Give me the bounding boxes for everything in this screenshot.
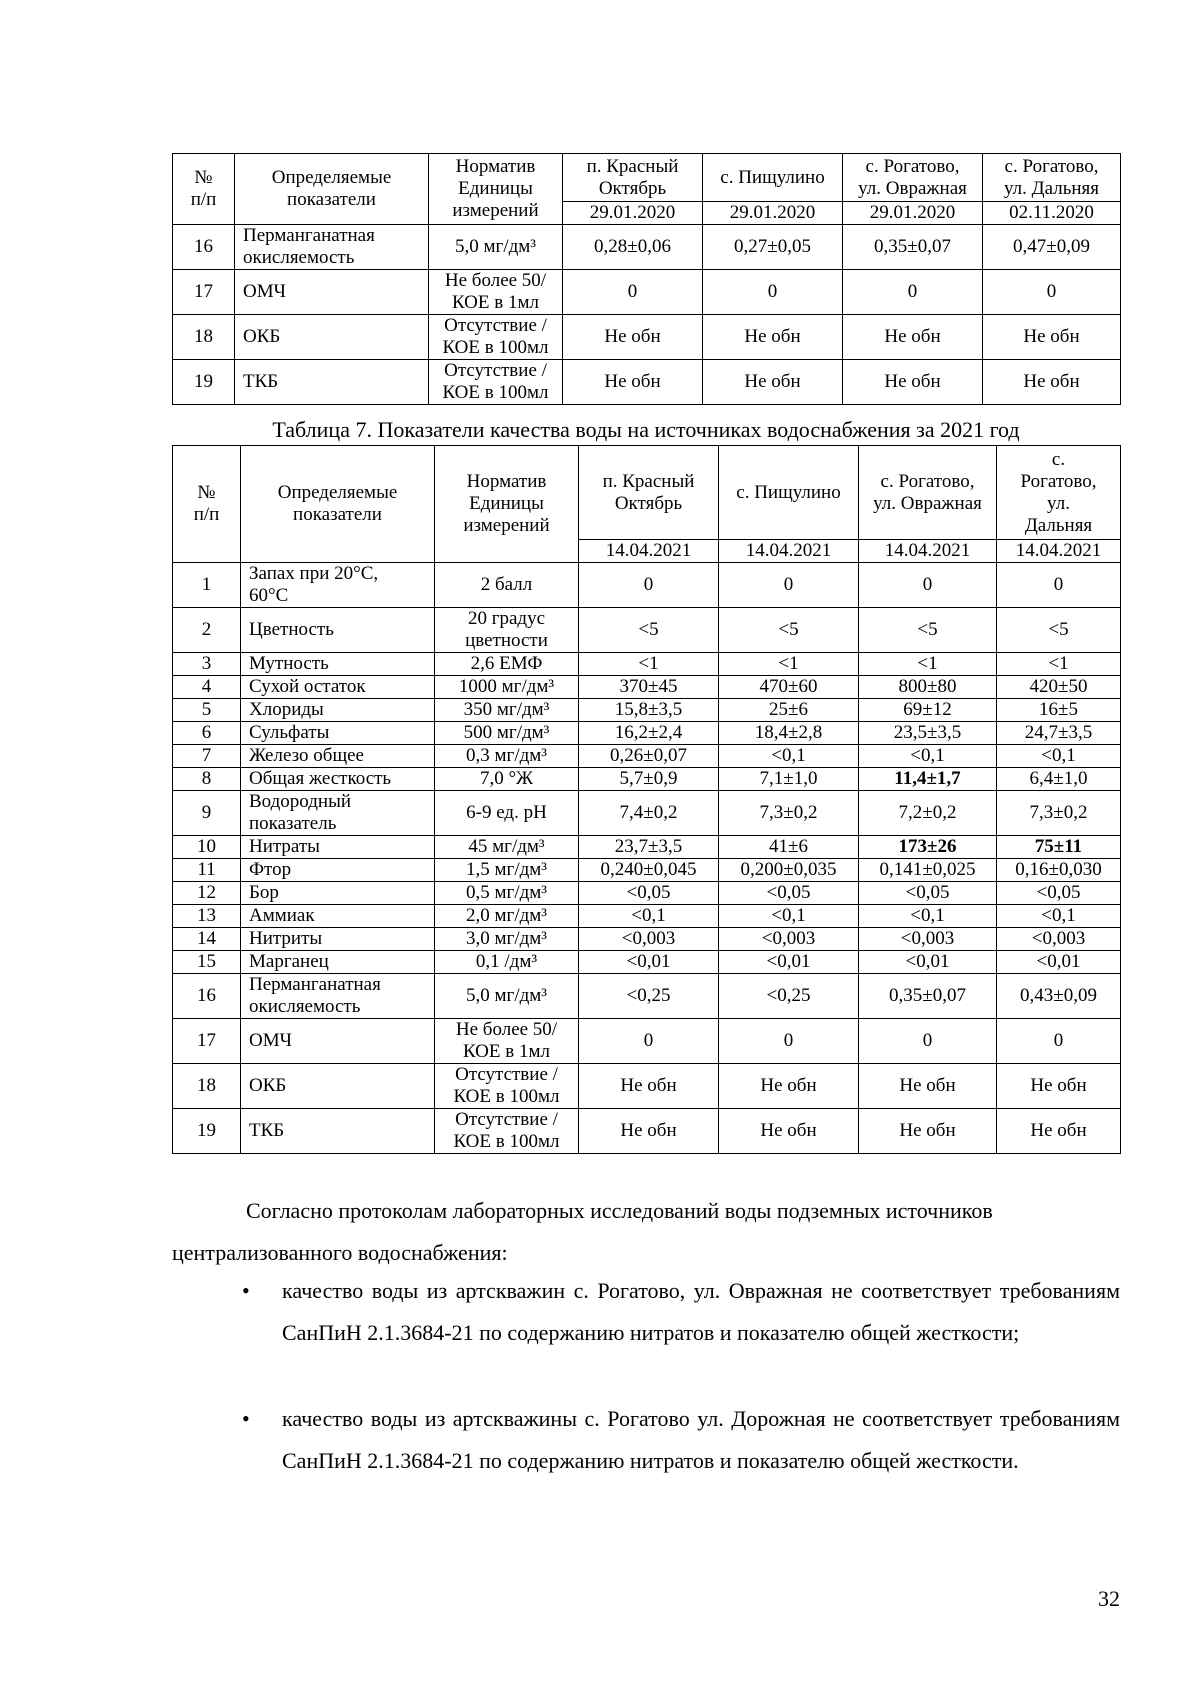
indicator-name: ТКБ — [241, 1109, 435, 1154]
measured-value: <1 — [859, 653, 997, 676]
measured-value: 0,35±0,07 — [843, 225, 983, 270]
measured-value: 24,7±3,5 — [997, 722, 1121, 745]
norm-value: 2,0 мг/дм³ — [435, 905, 579, 928]
header-date: 29.01.2020 — [703, 202, 843, 225]
header-indicator: Определяемые показатели — [235, 154, 429, 225]
norm-value: 6-9 ед. pH — [435, 791, 579, 836]
row-number: 19 — [173, 1109, 241, 1154]
measured-value: 16±5 — [997, 699, 1121, 722]
measured-value: Не обн — [997, 1064, 1121, 1109]
measured-value: 173±26 — [859, 836, 997, 859]
row-number: 15 — [173, 951, 241, 974]
measured-value: <0,05 — [719, 882, 859, 905]
paragraph-line: Согласно протоколам лабораторных исследований воды подземных источников — [246, 1198, 993, 1223]
measured-value: 75±11 — [997, 836, 1121, 859]
measured-value: 0 — [703, 270, 843, 315]
header-date: 14.04.2021 — [719, 540, 859, 563]
norm-value: Отсутствие / КОЕ в 100мл — [435, 1109, 579, 1154]
list-item — [242, 1270, 1120, 1354]
header-location: с. Рогатово, ул. Овражная — [843, 154, 983, 202]
measured-value: 15,8±3,5 — [579, 699, 719, 722]
measured-value: 0 — [997, 563, 1121, 608]
table-row — [173, 768, 1121, 791]
table-row — [173, 360, 1121, 405]
measured-value: 0,240±0,045 — [579, 859, 719, 882]
measured-value: Не обн — [843, 315, 983, 360]
table-caption: Таблица 7. Показатели качества воды на источниках водоснабжения за 2021 год — [272, 417, 1020, 442]
table-row — [173, 608, 1121, 653]
table-header-row — [173, 154, 1121, 202]
measured-value: 420±50 — [997, 676, 1121, 699]
measured-value: Не обн — [579, 1109, 719, 1154]
measured-value: 0,141±0,025 — [859, 859, 997, 882]
measured-value: 0,27±0,05 — [703, 225, 843, 270]
indicator-name: Аммиак — [241, 905, 435, 928]
indicator-name: Сухой остаток — [241, 676, 435, 699]
table-row — [173, 882, 1121, 905]
row-number: 10 — [173, 836, 241, 859]
row-number: 13 — [173, 905, 241, 928]
measured-value: <0,01 — [719, 951, 859, 974]
measured-value: Не обн — [843, 360, 983, 405]
measured-value: Не обн — [859, 1064, 997, 1109]
row-number: 5 — [173, 699, 241, 722]
header-num: № п/п — [173, 446, 241, 563]
table-row — [173, 1109, 1121, 1154]
header-location: с. Рогатово, ул. Дальняя — [983, 154, 1121, 202]
indicator-name: Общая жесткость — [241, 768, 435, 791]
measured-value: 25±6 — [719, 699, 859, 722]
measured-value: 6,4±1,0 — [997, 768, 1121, 791]
norm-value: 7,0 °Ж — [435, 768, 579, 791]
norm-value: 0,1 /дм³ — [435, 951, 579, 974]
norm-value: 20 градус цветности — [435, 608, 579, 653]
table-header-row — [173, 446, 1121, 540]
indicator-name: Мутность — [241, 653, 435, 676]
measured-value: Не обн — [983, 360, 1121, 405]
header-date: 29.01.2020 — [843, 202, 983, 225]
row-number: 12 — [173, 882, 241, 905]
header-indicator: Определяемые показатели — [241, 446, 435, 563]
table-row — [173, 791, 1121, 836]
measured-value: <0,1 — [997, 745, 1121, 768]
indicator-name: Сульфаты — [241, 722, 435, 745]
norm-value: 1000 мг/дм³ — [435, 676, 579, 699]
quality-table-2020 — [172, 153, 1121, 405]
measured-value: 0,200±0,035 — [719, 859, 859, 882]
measured-value: 0 — [843, 270, 983, 315]
measured-value: Не обн — [563, 315, 703, 360]
indicator-name: Хлориды — [241, 699, 435, 722]
measured-value: <0,003 — [719, 928, 859, 951]
measured-value: 0,16±0,030 — [997, 859, 1121, 882]
quality-table-2021 — [172, 445, 1121, 1154]
measured-value: 69±12 — [859, 699, 997, 722]
norm-value: 45 мг/дм³ — [435, 836, 579, 859]
norm-value: 500 мг/дм³ — [435, 722, 579, 745]
row-number: 3 — [173, 653, 241, 676]
indicator-name: Марганец — [241, 951, 435, 974]
norm-value: 3,0 мг/дм³ — [435, 928, 579, 951]
table-body — [173, 563, 1121, 1154]
measured-value: 0 — [719, 563, 859, 608]
table-row — [173, 653, 1121, 676]
header-date: 02.11.2020 — [983, 202, 1121, 225]
header-date: 14.04.2021 — [997, 540, 1121, 563]
measured-value: 16,2±2,4 — [579, 722, 719, 745]
measured-value: <0,25 — [579, 974, 719, 1019]
indicator-name: ОМЧ — [235, 270, 429, 315]
measured-value: 0 — [859, 563, 997, 608]
indicator-name: Нитриты — [241, 928, 435, 951]
table-row — [173, 722, 1121, 745]
bullet-text: качество воды из артскважин с. Рогатово, ул. Овражная не соответствует требованиям СанПиН 2.1.3684-21 по содержанию нитратов и показателю общей жесткости; — [282, 1278, 1120, 1345]
measured-value: 800±80 — [859, 676, 997, 699]
header-location: с. Рогатово, ул. Дальняя — [997, 446, 1121, 540]
norm-value: Отсутствие / КОЕ в 100мл — [429, 315, 563, 360]
row-number: 8 — [173, 768, 241, 791]
table-row — [173, 315, 1121, 360]
norm-value: Отсутствие / КОЕ в 100мл — [429, 360, 563, 405]
norm-value: 350 мг/дм³ — [435, 699, 579, 722]
measured-value: <0,1 — [859, 745, 997, 768]
measured-value: <0,01 — [859, 951, 997, 974]
measured-value: 0 — [997, 1019, 1121, 1064]
measured-value: <5 — [859, 608, 997, 653]
measured-value: Не обн — [719, 1109, 859, 1154]
norm-value: 2,6 ЕМФ — [435, 653, 579, 676]
measured-value: <0,05 — [997, 882, 1121, 905]
table-row — [173, 951, 1121, 974]
table-body — [173, 225, 1121, 405]
table-row — [173, 745, 1121, 768]
measured-value: 0,35±0,07 — [859, 974, 997, 1019]
header-norm: Норматив Единицы измерений — [429, 154, 563, 225]
row-number: 17 — [173, 1019, 241, 1064]
norm-value: 5,0 мг/дм³ — [435, 974, 579, 1019]
measured-value: <0,01 — [997, 951, 1121, 974]
norm-value: Не более 50/ КОЕ в 1мл — [435, 1019, 579, 1064]
header-location: с. Рогатово, ул. Овражная — [859, 446, 997, 540]
measured-value: 7,3±0,2 — [719, 791, 859, 836]
measured-value: 0,26±0,07 — [579, 745, 719, 768]
measured-value: Не обн — [563, 360, 703, 405]
measured-value: <5 — [579, 608, 719, 653]
norm-value: 5,0 мг/дм³ — [429, 225, 563, 270]
row-number: 14 — [173, 928, 241, 951]
header-location: п. Красный Октябрь — [579, 446, 719, 540]
table-row — [173, 563, 1121, 608]
measured-value: <1 — [579, 653, 719, 676]
measured-value: <1 — [719, 653, 859, 676]
table-row — [173, 225, 1121, 270]
header-location: с. Пищулино — [719, 446, 859, 540]
measured-value: 41±6 — [719, 836, 859, 859]
header-num: № п/п — [173, 154, 235, 225]
measured-value: 370±45 — [579, 676, 719, 699]
header-date: 14.04.2021 — [859, 540, 997, 563]
indicator-name: ОМЧ — [241, 1019, 435, 1064]
norm-value: Отсутствие / КОЕ в 100мл — [435, 1064, 579, 1109]
norm-value: 1,5 мг/дм³ — [435, 859, 579, 882]
row-number: 18 — [173, 1064, 241, 1109]
measured-value: 7,3±0,2 — [997, 791, 1121, 836]
norm-value: 0,3 мг/дм³ — [435, 745, 579, 768]
measured-value: <5 — [997, 608, 1121, 653]
measured-value: <0,1 — [579, 905, 719, 928]
measured-value: <0,003 — [579, 928, 719, 951]
indicator-name: Цветность — [241, 608, 435, 653]
measured-value: 7,2±0,2 — [859, 791, 997, 836]
measured-value: Не обн — [983, 315, 1121, 360]
bullet-text: качество воды из артскважины с. Рогатово ул. Дорожная не соответствует требованиям СанПиН 2.1.3684-21 по содержанию нитратов и показателю общей жесткости. — [282, 1406, 1120, 1473]
norm-value: 2 балл — [435, 563, 579, 608]
measured-value: 18,4±2,8 — [719, 722, 859, 745]
indicator-name: Перманганатная окисляемость — [235, 225, 429, 270]
measured-value: <0,1 — [719, 905, 859, 928]
measured-value: <0,25 — [719, 974, 859, 1019]
measured-value: 0 — [579, 563, 719, 608]
conclusion-paragraph — [172, 1190, 1120, 1274]
measured-value: <0,1 — [719, 745, 859, 768]
indicator-name: ТКБ — [235, 360, 429, 405]
measured-value: 0 — [563, 270, 703, 315]
row-number: 9 — [173, 791, 241, 836]
header-location: п. Красный Октябрь — [563, 154, 703, 202]
measured-value: 0 — [719, 1019, 859, 1064]
norm-value: 0,5 мг/дм³ — [435, 882, 579, 905]
measured-value: 23,5±3,5 — [859, 722, 997, 745]
table-row — [173, 699, 1121, 722]
measured-value: <0,1 — [997, 905, 1121, 928]
page-number: 32 — [1098, 1586, 1120, 1611]
indicator-name: Бор — [241, 882, 435, 905]
table-row — [173, 928, 1121, 951]
measured-value: Не обн — [719, 1064, 859, 1109]
bullet-icon: • — [242, 1406, 250, 1431]
row-number: 16 — [173, 225, 235, 270]
measured-value: Не обн — [703, 360, 843, 405]
row-number: 19 — [173, 360, 235, 405]
table-row — [173, 905, 1121, 928]
row-number: 6 — [173, 722, 241, 745]
measured-value: <0,01 — [579, 951, 719, 974]
measured-value: <0,003 — [859, 928, 997, 951]
table-row — [173, 1064, 1121, 1109]
measured-value: 0 — [983, 270, 1121, 315]
norm-value: Не более 50/ КОЕ в 1мл — [429, 270, 563, 315]
measured-value: Не обн — [703, 315, 843, 360]
indicator-name: ОКБ — [241, 1064, 435, 1109]
table-row — [173, 1019, 1121, 1064]
measured-value: <0,003 — [997, 928, 1121, 951]
measured-value: 7,1±1,0 — [719, 768, 859, 791]
indicator-name: Водородный показатель — [241, 791, 435, 836]
row-number: 11 — [173, 859, 241, 882]
row-number: 1 — [173, 563, 241, 608]
bullet-icon: • — [242, 1278, 250, 1303]
measured-value: 7,4±0,2 — [579, 791, 719, 836]
bullet-list — [242, 1270, 1120, 1354]
header-date: 14.04.2021 — [579, 540, 719, 563]
header-location: с. Пищулино — [703, 154, 843, 202]
indicator-name: Нитраты — [241, 836, 435, 859]
measured-value: <0,05 — [859, 882, 997, 905]
list-item — [242, 1398, 1120, 1482]
measured-value: Не обн — [579, 1064, 719, 1109]
measured-value: <0,1 — [859, 905, 997, 928]
measured-value: 470±60 — [719, 676, 859, 699]
bullet-list — [242, 1398, 1120, 1482]
indicator-name: ОКБ — [235, 315, 429, 360]
header-date: 29.01.2020 — [563, 202, 703, 225]
table-row — [173, 836, 1121, 859]
measured-value: Не обн — [859, 1109, 997, 1154]
measured-value: 23,7±3,5 — [579, 836, 719, 859]
indicator-name: Железо общее — [241, 745, 435, 768]
measured-value: 0,47±0,09 — [983, 225, 1121, 270]
measured-value: Не обн — [997, 1109, 1121, 1154]
table-row — [173, 270, 1121, 315]
measured-value: 11,4±1,7 — [859, 768, 997, 791]
measured-value: 0,28±0,06 — [563, 225, 703, 270]
row-number: 4 — [173, 676, 241, 699]
row-number: 16 — [173, 974, 241, 1019]
measured-value: <5 — [719, 608, 859, 653]
header-norm: Норматив Единицы измерений — [435, 446, 579, 563]
paragraph-line: централизованного водоснабжения: — [172, 1240, 508, 1265]
indicator-name: Перманганатная окисляемость — [241, 974, 435, 1019]
measured-value: <0,05 — [579, 882, 719, 905]
row-number: 18 — [173, 315, 235, 360]
measured-value: 0,43±0,09 — [997, 974, 1121, 1019]
indicator-name: Фтор — [241, 859, 435, 882]
row-number: 7 — [173, 745, 241, 768]
table-row — [173, 859, 1121, 882]
table-row — [173, 974, 1121, 1019]
measured-value: 5,7±0,9 — [579, 768, 719, 791]
row-number: 2 — [173, 608, 241, 653]
indicator-name: Запах при 20°С, 60°С — [241, 563, 435, 608]
table-row — [173, 676, 1121, 699]
measured-value: 0 — [859, 1019, 997, 1064]
row-number: 17 — [173, 270, 235, 315]
measured-value: <1 — [997, 653, 1121, 676]
measured-value: 0 — [579, 1019, 719, 1064]
